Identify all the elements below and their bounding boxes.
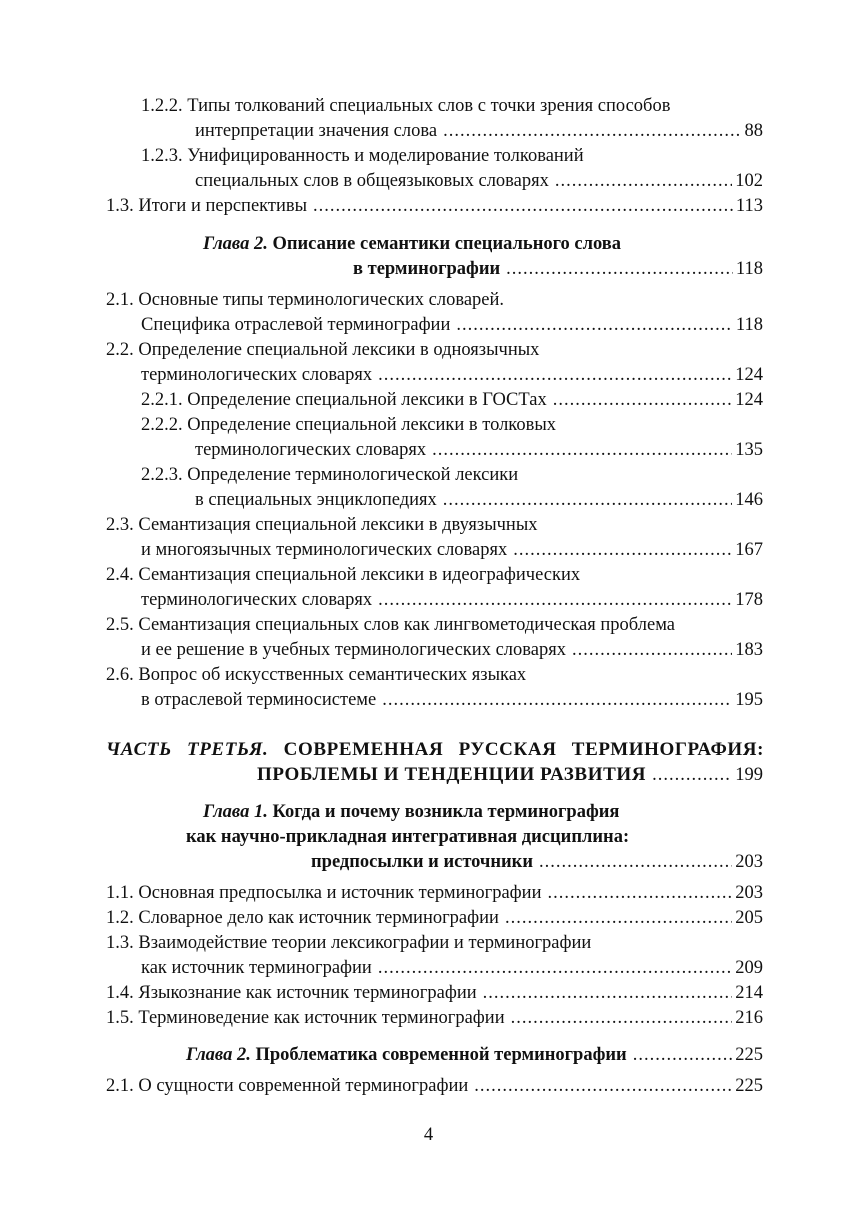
dot-leader xyxy=(553,388,733,412)
entry-title: Терминоведение как источник терминографии xyxy=(138,1008,505,1028)
chapter-page: 118 xyxy=(735,259,763,279)
entry-page: 178 xyxy=(735,590,763,610)
toc-entry-1-4 xyxy=(106,981,763,1005)
dot-leader xyxy=(633,1043,733,1067)
entry-number: 2.5. xyxy=(106,615,134,635)
dot-leader xyxy=(555,169,732,193)
toc-entry-2-2-cont xyxy=(141,363,763,387)
dot-leader xyxy=(313,194,733,218)
toc-entry-2-4-cont xyxy=(141,588,763,612)
entry-page: 195 xyxy=(735,690,763,710)
entry-number: 2.2.2. xyxy=(141,415,183,435)
toc-entry-2-6-cont xyxy=(141,688,763,712)
dot-leader xyxy=(432,438,732,462)
chapter-page: 225 xyxy=(735,1045,763,1065)
entry-page: 203 xyxy=(735,883,763,903)
entry-title-line1: Семантизация специальной лексики в двуязычных xyxy=(138,515,538,535)
entry-number: 2.2. xyxy=(106,340,134,360)
toc-entry-2-6 xyxy=(106,663,526,687)
dot-leader xyxy=(378,956,732,980)
entry-title-line2: как источник терминографии xyxy=(141,958,372,978)
entry-title-line2: в специальных энциклопедиях xyxy=(195,490,437,510)
entry-page: 124 xyxy=(735,390,763,410)
entry-title-line2: в отраслевой терминосистеме xyxy=(141,690,377,710)
dot-leader xyxy=(443,488,732,512)
toc-entry-2-2-3-cont xyxy=(195,488,763,512)
entry-page: 225 xyxy=(735,1076,763,1096)
chapter-title-line2: как научно-прикладная интегративная дисциплина: xyxy=(186,827,630,847)
chapter-page: 203 xyxy=(735,852,763,872)
dot-leader xyxy=(382,688,732,712)
toc-entry-2-3-cont xyxy=(141,538,763,562)
dot-leader xyxy=(378,588,732,612)
dot-leader xyxy=(511,1006,733,1030)
dot-leader xyxy=(513,538,732,562)
chapter-title-line1: Описание семантики специального слова xyxy=(272,234,622,254)
dot-leader xyxy=(443,119,741,143)
toc-entry-2-5-cont xyxy=(141,638,763,662)
entry-title-line1: Взаимодействие теории лексикографии и терминографии xyxy=(138,933,592,953)
dot-leader xyxy=(539,850,732,874)
chapter-1-heading-line2 xyxy=(186,825,629,849)
entry-title: Языкознание как источник терминографии xyxy=(138,983,477,1003)
entry-title-line1: Определение специальной лексики в одноязычных xyxy=(138,340,540,360)
chapter-title-line1: Когда и почему возникла терминография xyxy=(272,802,620,822)
toc-entry-1-2-3-cont xyxy=(195,169,763,193)
entry-title: О сущности современной терминографии xyxy=(138,1076,469,1096)
chapter-title-line2: в терминографии xyxy=(353,259,501,279)
entry-number: 1.3. xyxy=(106,933,134,953)
entry-number: 2.1. xyxy=(106,290,134,310)
entry-title: Словарное дело как источник терминографии xyxy=(138,908,499,928)
dot-leader xyxy=(378,363,732,387)
dot-leader xyxy=(506,257,733,281)
dot-leader xyxy=(652,763,732,787)
chapter-label: Глава 1. xyxy=(203,802,268,822)
chapter-title: Проблематика современной терминографии xyxy=(255,1045,627,1065)
chapter-2-heading-cont xyxy=(353,257,763,281)
toc-entry-2-3 xyxy=(106,513,538,537)
dot-leader xyxy=(456,313,733,337)
dot-leader xyxy=(572,638,732,662)
entry-page: 135 xyxy=(735,440,763,460)
entry-title-line2: специальных слов в общеязыковых словарях xyxy=(195,171,549,191)
entry-title-line1: Семантизация специальных слов как лингвометодическая проблема xyxy=(138,615,675,635)
page-number: 4 xyxy=(423,1125,434,1145)
toc-entry-2-2-1 xyxy=(141,388,763,412)
entry-number: 1.1. xyxy=(106,883,134,903)
chapter-label: Глава 2. xyxy=(186,1045,251,1065)
part-title-line2: ПРОБЛЕМЫ И ТЕНДЕНЦИИ РАЗВИТИЯ xyxy=(257,764,647,785)
entry-page: 88 xyxy=(744,121,763,141)
entry-number: 1.3. xyxy=(106,196,134,216)
toc-entry-2-2 xyxy=(106,338,539,362)
entry-title-line2: терминологических словарях xyxy=(141,365,373,385)
entry-title-line2: и многоязычных терминологических словарях xyxy=(141,540,508,560)
toc-entry-2-2-2-cont xyxy=(195,438,763,462)
chapter-1-heading-cont xyxy=(311,850,763,874)
entry-title: Итоги и перспективы xyxy=(138,196,308,216)
entry-title-line2: интерпретации значения слова xyxy=(195,121,438,141)
toc-entry-2-1 xyxy=(106,288,504,312)
entry-page: 102 xyxy=(735,171,763,191)
chapter-2-b-heading xyxy=(186,1043,763,1067)
entry-title: Определение специальной лексики в ГОСТах xyxy=(187,390,547,410)
part-title-line1: СОВРЕМЕННАЯ РУССКАЯ ТЕРМИНОГРАФИЯ: xyxy=(283,739,764,760)
toc-entry-2-1-cont xyxy=(141,313,763,337)
entry-title: Основная предпосылка и источник терминографии xyxy=(138,883,542,903)
entry-page: 118 xyxy=(735,315,763,335)
dot-leader xyxy=(483,981,733,1005)
entry-number: 2.1. xyxy=(106,1076,134,1096)
toc-entry-1-2-2-cont xyxy=(195,119,763,143)
toc-entry-1-2 xyxy=(106,906,763,930)
toc-entry-1-3-b xyxy=(106,931,591,955)
entry-title-line2: Специфика отраслевой терминографии xyxy=(141,315,451,335)
entry-number: 2.3. xyxy=(106,515,134,535)
entry-page: 216 xyxy=(735,1008,763,1028)
chapter-title-line3: предпосылки и источники xyxy=(311,852,533,872)
entry-title-line1: Вопрос об искусственных семантических языках xyxy=(138,665,527,685)
entry-title-line2: и ее решение в учебных терминологических словарях xyxy=(141,640,566,660)
entry-page: 209 xyxy=(735,958,763,978)
entry-number: 1.2.2. xyxy=(141,96,183,116)
entry-page: 113 xyxy=(735,196,763,216)
dot-leader xyxy=(474,1074,732,1098)
entry-page: 146 xyxy=(735,490,763,510)
chapter-1-heading xyxy=(203,800,619,824)
part-label: ЧАСТЬ ТРЕТЬЯ. xyxy=(106,739,269,760)
toc-entry-2-2-2 xyxy=(141,413,556,437)
entry-title-line1: Основные типы терминологических словарей. xyxy=(138,290,505,310)
part-page: 199 xyxy=(735,765,763,785)
entry-title-line2: терминологических словарях xyxy=(141,590,373,610)
toc-entry-1-1 xyxy=(106,881,763,905)
entry-title-line1: Определение терминологической лексики xyxy=(187,465,519,485)
entry-title-line2: терминологических словарях xyxy=(195,440,427,460)
entry-number: 1.5. xyxy=(106,1008,134,1028)
entry-page: 167 xyxy=(735,540,763,560)
chapter-2-heading xyxy=(203,232,621,256)
entry-number: 1.2. xyxy=(106,908,134,928)
entry-page: 124 xyxy=(735,365,763,385)
toc-entry-1-2-2 xyxy=(141,94,670,118)
dot-leader xyxy=(547,881,732,905)
entry-page: 205 xyxy=(735,908,763,928)
toc-entry-1-3 xyxy=(106,194,763,218)
entry-title-line1: Унифицированность и моделирование толкований xyxy=(187,146,584,166)
toc-entry-1-5 xyxy=(106,1006,763,1030)
entry-page: 183 xyxy=(735,640,763,660)
entry-number: 1.2.3. xyxy=(141,146,183,166)
entry-title-line1: Семантизация специальной лексики в идеографических xyxy=(138,565,581,585)
chapter-label: Глава 2. xyxy=(203,234,268,254)
toc-entry-2-4 xyxy=(106,563,580,587)
entry-number: 2.2.3. xyxy=(141,465,183,485)
toc-entry-2-1-b xyxy=(106,1074,763,1098)
entry-number: 2.2.1. xyxy=(141,390,183,410)
entry-number: 1.4. xyxy=(106,983,134,1003)
entry-number: 2.6. xyxy=(106,665,134,685)
entry-number: 2.4. xyxy=(106,565,134,585)
toc-entry-1-3-b-cont xyxy=(141,956,763,980)
toc-entry-2-2-3 xyxy=(141,463,518,487)
part-3-heading-cont xyxy=(257,763,763,787)
entry-page: 214 xyxy=(735,983,763,1003)
part-3-heading xyxy=(106,738,764,762)
toc-entry-2-5 xyxy=(106,613,675,637)
entry-title-line1: Типы толкований специальных слов с точки зрения способов xyxy=(187,96,671,116)
entry-title-line1: Определение специальной лексики в толковых xyxy=(187,415,557,435)
toc-entry-1-2-3 xyxy=(141,144,584,168)
dot-leader xyxy=(505,906,732,930)
